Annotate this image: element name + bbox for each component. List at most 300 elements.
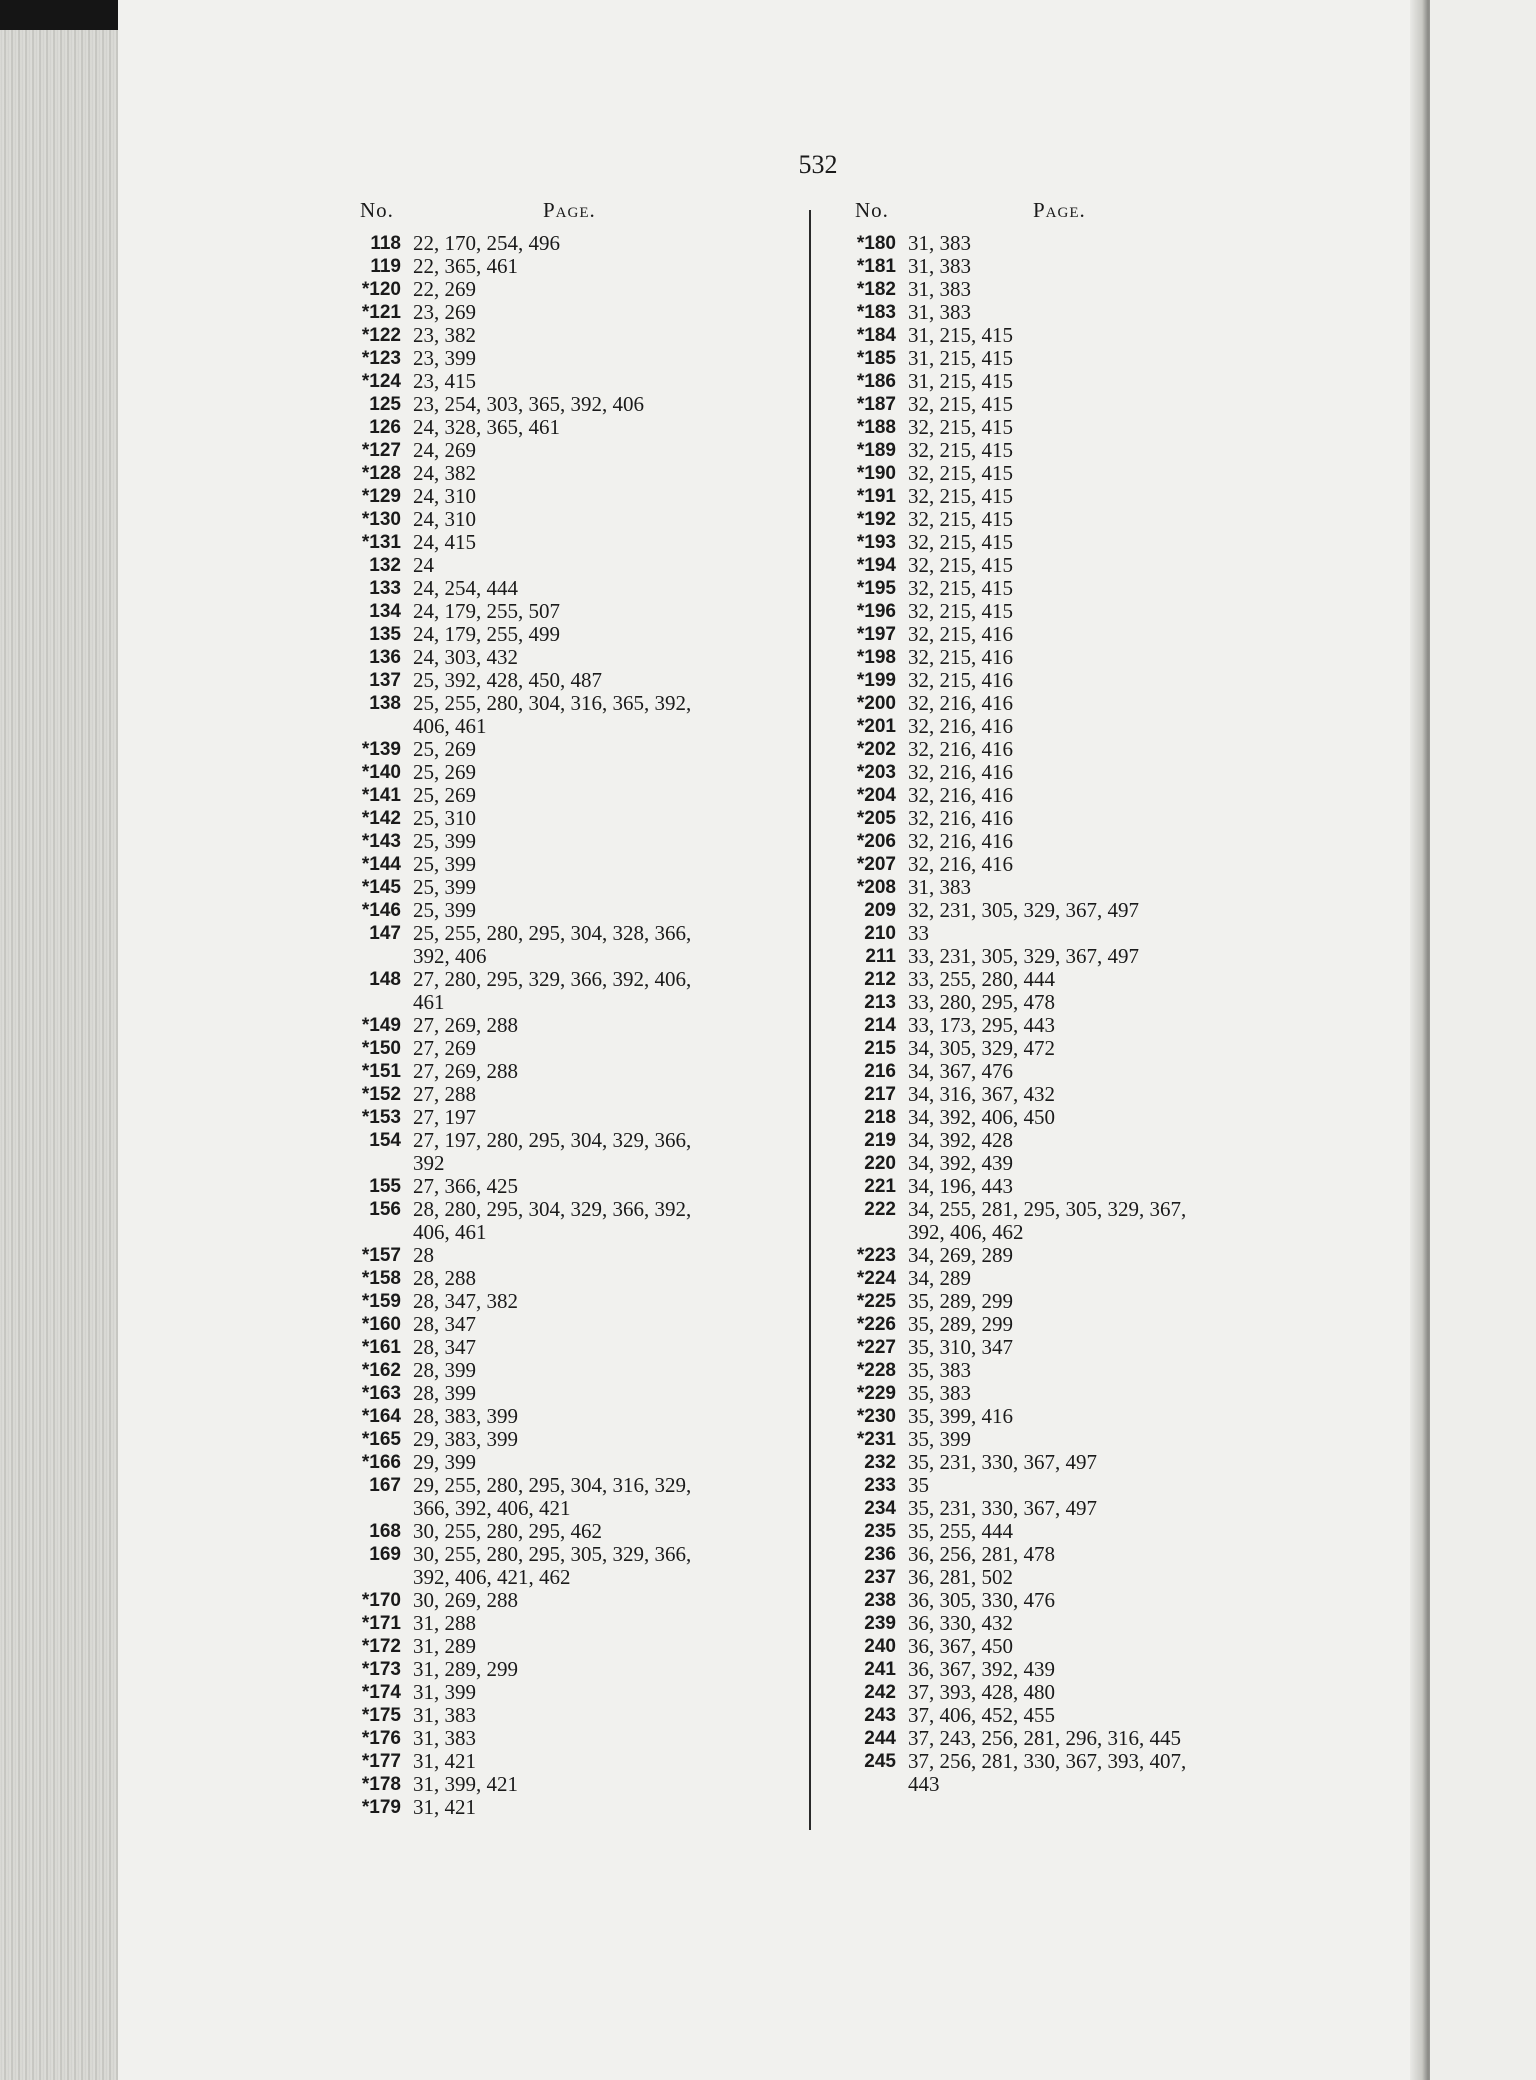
entry-pages: 35, 399 [908,1427,971,1451]
entry-number: *191 [856,486,896,507]
index-entry [835,1750,1295,1773]
entry-number: 209 [864,900,896,921]
index-entry [340,370,800,393]
index-entry [835,393,1295,416]
entry-pages: 31, 383 [413,1703,476,1727]
index-entry [340,1428,800,1451]
index-entry [340,1681,800,1704]
entry-pages: 35, 289, 299 [908,1289,1013,1313]
entry-pages: 25, 255, 280, 295, 304, 328, 366, [413,921,692,945]
entry-number: 242 [864,1682,896,1703]
index-entry [340,1773,800,1796]
entry-number: *127 [361,440,401,461]
index-entry [835,1428,1295,1451]
entry-pages: 31, 289, 299 [413,1657,518,1681]
entry-number: 239 [864,1613,896,1634]
entry-pages: 406, 461 [413,1220,487,1244]
index-entry [835,485,1295,508]
entry-number: *162 [361,1360,401,1381]
entry-pages: 37, 406, 452, 455 [908,1703,1055,1727]
entry-number: *228 [856,1360,896,1381]
index-entry [340,1382,800,1405]
page-edges [0,30,130,2080]
column-divider [809,210,811,1830]
entry-number: *196 [856,601,896,622]
index-entry [835,1727,1295,1750]
entry-pages: 24, 269 [413,438,476,462]
entry-pages: 36, 256, 281, 478 [908,1542,1055,1566]
entry-number: *166 [361,1452,401,1473]
index-entry [835,301,1295,324]
entry-number: *188 [856,417,896,438]
index-entry [835,807,1295,830]
entry-pages: 392, 406, 421, 462 [413,1565,571,1589]
index-entry [835,1704,1295,1727]
header-no: No. [855,198,889,222]
entry-number: *229 [856,1383,896,1404]
index-entry [340,646,800,669]
index-entry [340,922,800,945]
entry-pages: 34, 255, 281, 295, 305, 329, 367, [908,1197,1187,1221]
index-entry [340,324,800,347]
entry-pages: 36, 281, 502 [908,1565,1013,1589]
entry-number: *206 [856,831,896,852]
entry-pages: 25, 399 [413,829,476,853]
entry-number: *122 [361,325,401,346]
entry-pages: 32, 215, 415 [908,576,1013,600]
entry-pages: 34, 392, 428 [908,1128,1013,1152]
index-entry [340,347,800,370]
header-page: Page. [543,198,596,222]
index-entry [835,899,1295,922]
entry-number: 232 [864,1452,896,1473]
entry-pages: 28, 399 [413,1358,476,1382]
entry-number: 169 [369,1544,401,1565]
entry-pages: 366, 392, 406, 421 [413,1496,571,1520]
entry-number: 155 [369,1176,401,1197]
entry-number: *226 [856,1314,896,1335]
entry-number: 233 [864,1475,896,1496]
entry-number [340,945,401,968]
entry-number: *186 [856,371,896,392]
index-entry [835,945,1295,968]
index-entry [835,324,1295,347]
index-entry [835,1083,1295,1106]
index-entry [835,646,1295,669]
entry-pages: 37, 256, 281, 330, 367, 393, 407, [908,1749,1187,1773]
entry-number: *181 [856,256,896,277]
entry-pages: 22, 170, 254, 496 [413,231,560,255]
entry-pages: 29, 383, 399 [413,1427,518,1451]
entry-number: 213 [864,992,896,1013]
entry-pages: 24, 328, 365, 461 [413,415,560,439]
entry-number: *230 [856,1406,896,1427]
entry-number: *193 [856,532,896,553]
entry-number: *185 [856,348,896,369]
entry-pages: 28, 347 [413,1312,476,1336]
entry-pages: 35, 399, 416 [908,1404,1013,1428]
entry-pages: 35, 231, 330, 367, 497 [908,1450,1097,1474]
entry-number: 168 [369,1521,401,1542]
index-entry [340,761,800,784]
entry-pages: 25, 310 [413,806,476,830]
index-entry [340,899,800,922]
entry-number: *131 [361,532,401,553]
index-entry [835,738,1295,761]
index-entry [340,1037,800,1060]
entry-number: 241 [864,1659,896,1680]
entry-number: *176 [361,1728,401,1749]
entry-number: *146 [361,900,401,921]
index-entry [835,830,1295,853]
entry-number: *164 [361,1406,401,1427]
index-entry [340,1704,800,1727]
facing-page-edge [1430,0,1536,2080]
index-entry [835,1589,1295,1612]
entry-pages: 32, 216, 416 [908,783,1013,807]
entry-number: 133 [369,578,401,599]
index-entry [340,1520,800,1543]
index-entry [835,1336,1295,1359]
entry-number: *142 [361,808,401,829]
index-entry [835,1221,1295,1244]
entry-pages: 34, 196, 443 [908,1174,1013,1198]
entry-number: *182 [856,279,896,300]
entry-number: *177 [361,1751,401,1772]
entry-number: *159 [361,1291,401,1312]
entry-number: *197 [856,624,896,645]
entry-pages: 30, 255, 280, 295, 305, 329, 366, [413,1542,692,1566]
index-entry [835,1244,1295,1267]
index-entry [835,1612,1295,1635]
entry-number: *200 [856,693,896,714]
entry-pages: 32, 216, 416 [908,714,1013,738]
entry-number: *123 [361,348,401,369]
index-entry [340,1796,800,1819]
entry-pages: 28, 347 [413,1335,476,1359]
entry-pages: 24, 382 [413,461,476,485]
entry-pages: 461 [413,990,445,1014]
entry-pages: 31, 383 [908,875,971,899]
entry-pages: 34, 392, 439 [908,1151,1013,1175]
entry-pages: 23, 254, 303, 365, 392, 406 [413,392,644,416]
index-entry [340,968,800,991]
entry-pages: 31, 421 [413,1795,476,1819]
index-entry [835,1520,1295,1543]
index-entry [340,1313,800,1336]
entry-pages: 27, 366, 425 [413,1174,518,1198]
entry-pages: 22, 365, 461 [413,254,518,278]
index-entry [835,1543,1295,1566]
entry-number: *189 [856,440,896,461]
entry-number: *199 [856,670,896,691]
entry-pages: 35, 310, 347 [908,1335,1013,1359]
entry-number: *144 [361,854,401,875]
index-entry [835,462,1295,485]
entry-pages: 33, 255, 280, 444 [908,967,1055,991]
index-entry [835,1359,1295,1382]
index-entry [835,1106,1295,1129]
entry-pages: 28, 288 [413,1266,476,1290]
entry-pages: 27, 269, 288 [413,1013,518,1037]
entry-pages: 32, 216, 416 [908,691,1013,715]
index-entry [835,876,1295,899]
index-entry [835,347,1295,370]
entry-number: *165 [361,1429,401,1450]
entry-number: *151 [361,1061,401,1082]
index-entry [835,1060,1295,1083]
entry-pages: 392, 406, 462 [908,1220,1024,1244]
entry-pages: 32, 215, 415 [908,392,1013,416]
page-number: 532 [798,150,838,179]
entry-pages: 24 [413,553,434,577]
index-column-left [340,198,800,1819]
entry-number: *231 [856,1429,896,1450]
index-entry [835,577,1295,600]
entry-number: 212 [864,969,896,990]
entry-number: *194 [856,555,896,576]
entry-pages: 34, 269, 289 [908,1243,1013,1267]
entry-number: *223 [856,1245,896,1266]
index-entry [835,278,1295,301]
entry-pages: 32, 215, 416 [908,622,1013,646]
entry-number: 217 [864,1084,896,1105]
entry-number: 218 [864,1107,896,1128]
entry-pages: 32, 215, 415 [908,599,1013,623]
entry-pages: 24, 179, 255, 499 [413,622,560,646]
index-entry [340,1543,800,1566]
index-entry [340,232,800,255]
index-entry [835,1175,1295,1198]
entry-pages: 34, 367, 476 [908,1059,1013,1083]
index-entry [835,1313,1295,1336]
entry-pages: 33, 173, 295, 443 [908,1013,1055,1037]
entry-number: 214 [864,1015,896,1036]
entry-number: *160 [361,1314,401,1335]
entry-number: 244 [864,1728,896,1749]
entry-number [340,1566,401,1589]
entry-number: *152 [361,1084,401,1105]
entry-number: 138 [369,693,401,714]
index-entry [835,1014,1295,1037]
entry-pages: 27, 197, 280, 295, 304, 329, 366, [413,1128,692,1152]
index-entry [340,1727,800,1750]
entry-pages: 34, 316, 367, 432 [908,1082,1055,1106]
entry-pages: 22, 269 [413,277,476,301]
entry-pages: 35, 383 [908,1358,971,1382]
index-entry [835,1152,1295,1175]
index-entry [340,991,800,1014]
entry-number: *141 [361,785,401,806]
entry-number: *175 [361,1705,401,1726]
entry-number: *150 [361,1038,401,1059]
entry-pages: 32, 216, 416 [908,852,1013,876]
entry-number: 154 [369,1130,401,1151]
entry-number: *225 [856,1291,896,1312]
entry-number: 220 [864,1153,896,1174]
entry-pages: 32, 231, 305, 329, 367, 497 [908,898,1139,922]
entry-pages: 36, 330, 432 [908,1611,1013,1635]
entry-number: *130 [361,509,401,530]
entry-number: *128 [361,463,401,484]
index-entry [835,1382,1295,1405]
entry-pages: 31, 383 [908,254,971,278]
index-entry [340,1267,800,1290]
index-entry [340,531,800,554]
entry-pages: 25, 399 [413,875,476,899]
index-entry [340,669,800,692]
entry-pages: 24, 310 [413,507,476,531]
entry-pages: 25, 269 [413,760,476,784]
index-entry [340,1589,800,1612]
entry-number: 211 [865,946,896,967]
entry-number: *190 [856,463,896,484]
index-entry [340,416,800,439]
index-rows-left [340,232,800,1819]
entry-pages: 406, 461 [413,714,487,738]
entry-pages: 32, 215, 416 [908,668,1013,692]
entry-pages: 32, 216, 416 [908,760,1013,784]
entry-number: 148 [369,969,401,990]
index-entry [835,1773,1295,1796]
entry-number: 210 [864,923,896,944]
index-entry [340,1083,800,1106]
entry-pages: 25, 399 [413,852,476,876]
entry-pages: 27, 269, 288 [413,1059,518,1083]
entry-pages: 23, 382 [413,323,476,347]
index-entry [340,301,800,324]
entry-number: *153 [361,1107,401,1128]
index-entry [835,1681,1295,1704]
entry-pages: 443 [908,1772,940,1796]
entry-number: *178 [361,1774,401,1795]
index-entry [340,1290,800,1313]
index-entry [340,278,800,301]
index-entry [835,922,1295,945]
entry-pages: 35, 255, 444 [908,1519,1013,1543]
entry-number: 240 [864,1636,896,1657]
entry-number: *140 [361,762,401,783]
entry-pages: 35, 383 [908,1381,971,1405]
entry-number: 136 [369,647,401,668]
entry-pages: 31, 383 [413,1726,476,1750]
entry-number [835,1221,896,1244]
index-entry [340,830,800,853]
entry-number: 245 [864,1751,896,1772]
entry-number: 118 [370,233,401,254]
index-entry [835,761,1295,784]
entry-pages: 29, 255, 280, 295, 304, 316, 329, [413,1473,692,1497]
index-entry [835,439,1295,462]
index-entry [340,715,800,738]
index-entry [340,1635,800,1658]
entry-number: *172 [361,1636,401,1657]
entry-number: *171 [361,1613,401,1634]
entry-number: *174 [361,1682,401,1703]
entry-pages: 34, 305, 329, 472 [908,1036,1055,1060]
index-entry [340,600,800,623]
index-entry [340,853,800,876]
entry-pages: 25, 255, 280, 304, 316, 365, 392, [413,691,692,715]
entry-number: *183 [856,302,896,323]
entry-number: 156 [369,1199,401,1220]
index-entry [340,462,800,485]
index-entry [835,255,1295,278]
entry-pages: 24, 179, 255, 507 [413,599,560,623]
entry-number: 137 [369,670,401,691]
entry-pages: 37, 393, 428, 480 [908,1680,1055,1704]
index-entry [835,1566,1295,1589]
index-entry [835,623,1295,646]
entry-number: *145 [361,877,401,898]
entry-number [340,715,401,738]
entry-number: *120 [361,279,401,300]
entry-pages: 32, 215, 415 [908,461,1013,485]
entry-pages: 28, 347, 382 [413,1289,518,1313]
entry-pages: 28, 399 [413,1381,476,1405]
index-entry [340,1451,800,1474]
index-entry [340,255,800,278]
index-entry [835,416,1295,439]
entry-number: *124 [361,371,401,392]
entry-pages: 34, 392, 406, 450 [908,1105,1055,1129]
index-entry [340,1198,800,1221]
index-entry [835,1451,1295,1474]
index-entry [835,600,1295,623]
index-entry [340,784,800,807]
entry-pages: 32, 216, 416 [908,829,1013,853]
index-entry [340,1060,800,1083]
entry-number: *202 [856,739,896,760]
entry-pages: 24, 303, 432 [413,645,518,669]
index-entry [835,692,1295,715]
index-entry [835,968,1295,991]
entry-number: *149 [361,1015,401,1036]
entry-pages: 25, 269 [413,783,476,807]
entry-number: 215 [864,1038,896,1059]
index-entry [340,623,800,646]
entry-pages: 32, 215, 415 [908,530,1013,554]
entry-pages: 32, 215, 415 [908,553,1013,577]
index-entry [340,508,800,531]
index-entry [835,1658,1295,1681]
entry-pages: 28 [413,1243,434,1267]
entry-pages: 31, 383 [908,231,971,255]
entry-number: 236 [864,1544,896,1565]
index-entry [340,876,800,899]
index-entry [835,715,1295,738]
entry-pages: 32, 215, 415 [908,484,1013,508]
entry-number: *170 [361,1590,401,1611]
index-column-right [835,198,1295,1796]
entry-pages: 25, 392, 428, 450, 487 [413,668,602,692]
index-entry [340,1336,800,1359]
entry-number: *203 [856,762,896,783]
entry-pages: 23, 415 [413,369,476,393]
entry-pages: 24, 254, 444 [413,576,518,600]
entry-pages: 27, 288 [413,1082,476,1106]
column-header [835,198,1295,232]
entry-pages: 31, 288 [413,1611,476,1635]
index-entry [340,945,800,968]
entry-pages: 29, 399 [413,1450,476,1474]
entry-pages: 31, 421 [413,1749,476,1773]
entry-number: 234 [864,1498,896,1519]
entry-pages: 32, 216, 416 [908,737,1013,761]
entry-number: *161 [361,1337,401,1358]
entry-number [340,1221,401,1244]
entry-number: *192 [856,509,896,530]
